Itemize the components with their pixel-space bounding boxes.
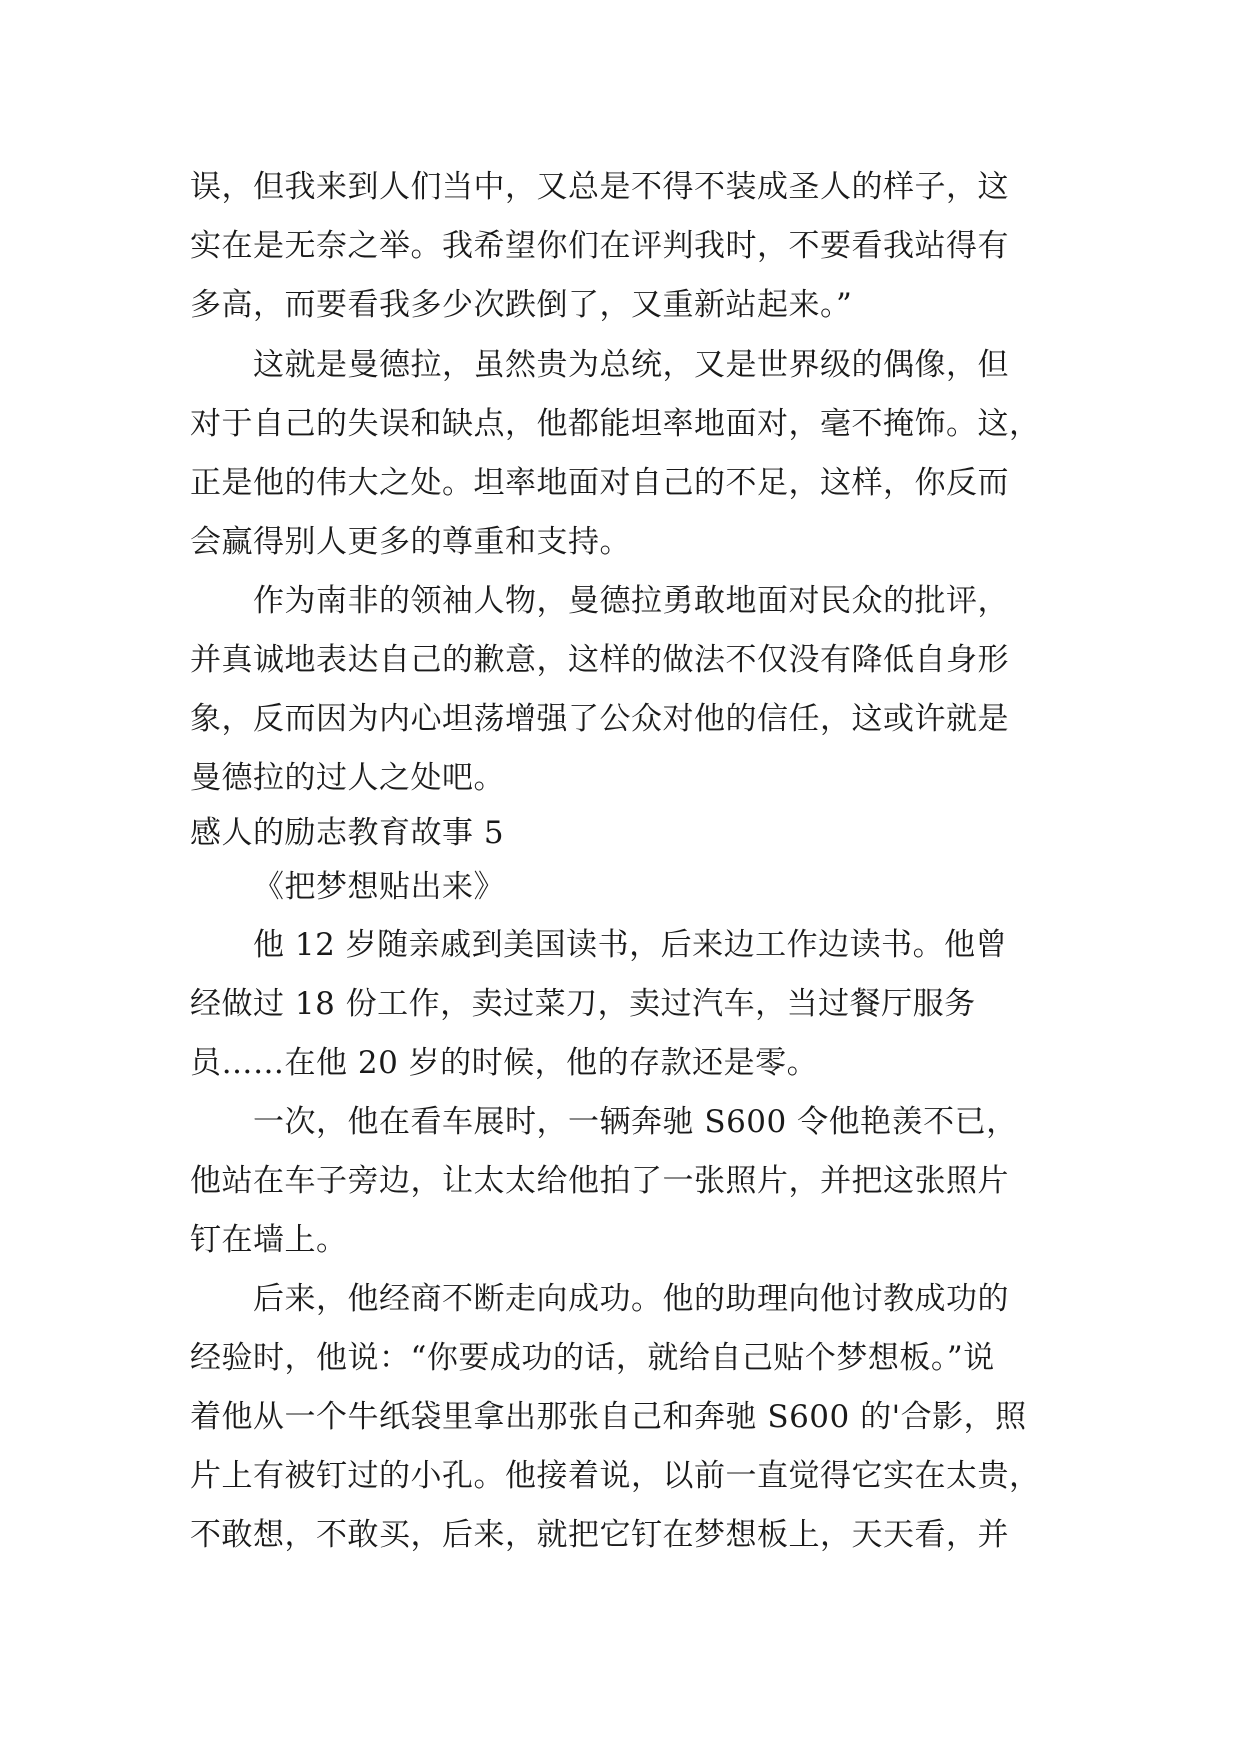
text-line: 着他从一个牛纸袋里拿出那张自己和奔驰 S600 的'合影，照 <box>190 1399 1027 1435</box>
text-line: 对于自己的失误和缺点，他都能坦率地面对，毫不掩饰。这， <box>190 406 1041 442</box>
text-line: 一次，他在看车展时，一辆奔驰 S600 令他艳羡不已， <box>253 1104 1018 1140</box>
text-line: 片上有被钉过的小孔。他接着说，以前一直觉得它实在太贵， <box>190 1458 1041 1494</box>
text-line: 实在是无奈之举。我希望你们在评判我时，不要看我站得有 <box>190 228 1009 264</box>
text-line: 员……在他 20 岁的时候，他的存款还是零。 <box>190 1045 819 1081</box>
text-line: 他站在车子旁边，让太太给他拍了一张照片，并把这张照片 <box>190 1163 1009 1199</box>
text-line: 曼德拉的过人之处吧。 <box>190 760 505 796</box>
text-line: 这就是曼德拉，虽然贵为总统，又是世界级的偶像，但 <box>253 347 1009 383</box>
story-title: 《把梦想贴出来》 <box>253 869 505 905</box>
text-line: 误，但我来到人们当中，又总是不得不装成圣人的样子，这 <box>190 169 1009 205</box>
text-line: 会赢得别人更多的尊重和支持。 <box>190 524 631 560</box>
text-line: 多高，而要看我多少次跌倒了，又重新站起来。” <box>190 287 853 323</box>
text-line: 并真诚地表达自己的歉意，这样的做法不仅没有降低自身形 <box>190 642 1009 678</box>
section-heading: 感人的励志教育故事 5 <box>190 815 505 851</box>
text-line: 正是他的伟大之处。坦率地面对自己的不足，这样，你反而 <box>190 465 1009 501</box>
text-line: 经做过 18 份工作，卖过菜刀，卖过汽车，当过餐厅服务 <box>190 986 976 1022</box>
text-line: 钉在墙上。 <box>190 1222 348 1258</box>
text-line: 他 12 岁随亲戚到美国读书，后来边工作边读书。他曾 <box>253 927 1008 963</box>
text-line: 经验时，他说：“你要成功的话，就给自己贴个梦想板。”说 <box>190 1340 995 1376</box>
text-line: 后来，他经商不断走向成功。他的助理向他讨教成功的 <box>253 1281 1009 1317</box>
text-line: 作为南非的领袖人物，曼德拉勇敢地面对民众的批评， <box>253 583 1009 619</box>
text-line: 象，反而因为内心坦荡增强了公众对他的信任，这或许就是 <box>190 701 1009 737</box>
text-line: 不敢想，不敢买，后来，就把它钉在梦想板上，天天看，并 <box>190 1517 1009 1553</box>
